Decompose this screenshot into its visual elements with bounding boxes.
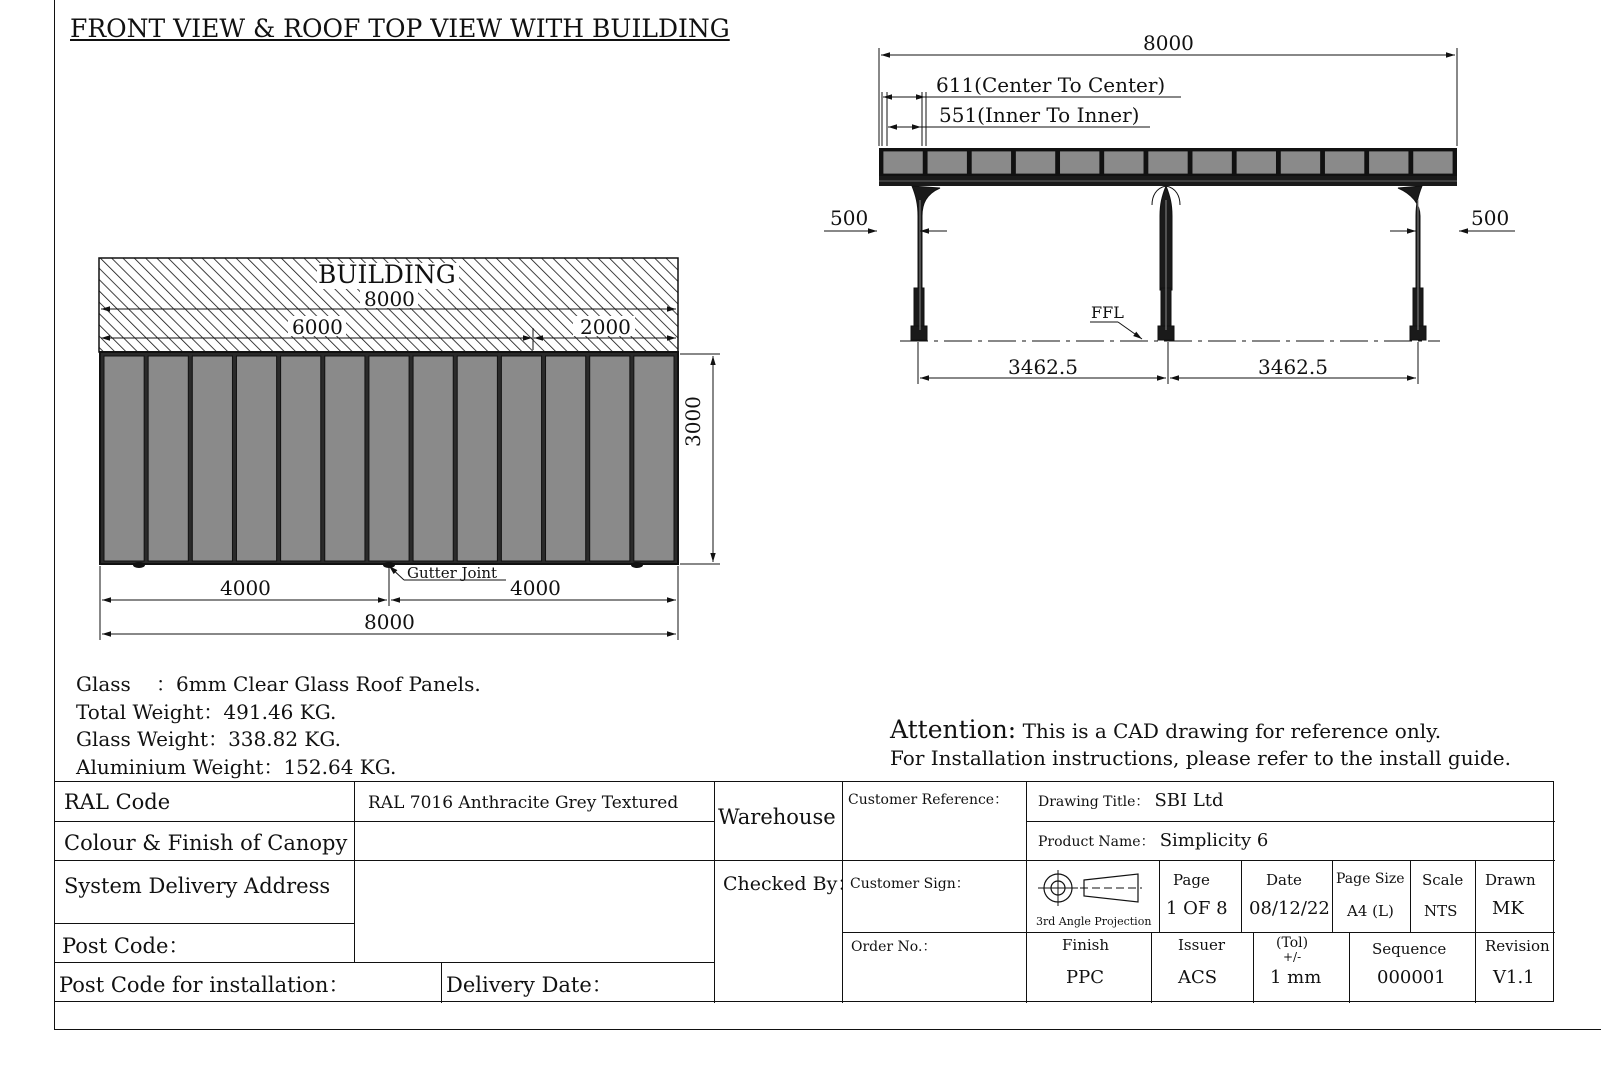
finish-value: PPC: [1066, 967, 1104, 988]
spec-glass-weight: Glass Weight：338.82 KG.: [76, 727, 341, 751]
drawing-title-row: [1038, 790, 1224, 811]
spec-list: [76, 671, 481, 781]
attention-line-1: Attention: This is a CAD drawing for reference only.: [890, 715, 1442, 744]
dim-depth: 3000: [681, 396, 705, 447]
glass-panel: [501, 356, 541, 561]
dim-building-right: 2000: [580, 315, 631, 339]
attention-line-2: For Installation instructions, please refer to the install guide.: [890, 746, 1511, 770]
front-dim-center-to-center: 611(Center To Center): [936, 73, 1166, 97]
glass-panel: [192, 356, 232, 561]
ffl-label: FFL: [1091, 303, 1124, 322]
glass-panel: [369, 356, 409, 561]
product-name-label: Product Name：: [1038, 834, 1155, 850]
front-glass-panel: [1015, 151, 1055, 174]
projection-label: 3rd Angle Projection: [1036, 915, 1152, 928]
glass-panel: [413, 356, 453, 561]
front-view: [800, 0, 1560, 400]
dim-left-half: 4000: [220, 576, 271, 600]
page-label: Page: [1173, 871, 1210, 889]
front-glass-panel: [1325, 151, 1365, 174]
spec-glass: Glass ：6mm Clear Glass Roof Panels.: [76, 672, 481, 696]
revision-value: V1.1: [1493, 967, 1535, 988]
drawing-title-label: Drawing Title：: [1038, 794, 1150, 810]
drawing-title-value: SBI Ltd: [1154, 790, 1224, 811]
building-label: BUILDING: [318, 260, 456, 289]
drawn-label: Drawn: [1485, 871, 1536, 889]
date-value: 08/12/22: [1249, 898, 1330, 919]
gutter-joint-label: Gutter Joint: [407, 564, 498, 582]
glass-panel: [104, 356, 144, 561]
glass-panel: [281, 356, 321, 561]
drawn-value: MK: [1492, 898, 1524, 919]
glass-panel: [325, 356, 365, 561]
order-no-label: Order No.：: [851, 939, 937, 955]
front-glass-panel: [1060, 151, 1100, 174]
front-glass-panel: [883, 151, 923, 174]
page-size-value: A4 (L): [1347, 902, 1394, 920]
ral-code-label: RAL Code: [64, 790, 171, 814]
glass-panel: [634, 356, 674, 561]
revision-label: Revision: [1485, 937, 1550, 955]
post-code-label: Post Code：: [62, 934, 190, 958]
glass-panel: [546, 356, 586, 561]
sequence-value: 000001: [1377, 967, 1446, 988]
product-name-row: [1038, 830, 1268, 851]
front-dim-total: 8000: [1143, 31, 1194, 55]
page-size-label: Page Size: [1336, 871, 1405, 887]
front-dim-left-span: 3462.5: [1008, 355, 1078, 379]
page-value: 1 OF 8: [1166, 898, 1228, 919]
front-dim-left-overhang: 500: [830, 206, 869, 230]
drawing-heading: FRONT VIEW & ROOF TOP VIEW WITH BUILDING: [70, 14, 730, 43]
front-dim-inner-to-inner: 551(Inner To Inner): [939, 103, 1140, 127]
ral-code-value: RAL 7016 Anthracite Grey Textured: [368, 793, 679, 813]
product-name-value: Simplicity 6: [1159, 830, 1269, 851]
scale-label: Scale: [1422, 871, 1464, 889]
roof-top-view: [0, 0, 800, 660]
front-glass-panel: [1280, 151, 1320, 174]
date-label: Date: [1266, 871, 1302, 889]
spec-total-weight: Total Weight：491.46 KG.: [76, 699, 337, 724]
third-angle-projection-icon: [1030, 866, 1150, 916]
front-glass-panel: [1413, 151, 1453, 174]
attention-label: Attention:: [890, 715, 1017, 744]
warehouse-label: Warehouse: [718, 805, 836, 829]
dim-building-left: 6000: [292, 315, 343, 339]
spec-aluminium-weight: Aluminium Weight：152.64 KG.: [76, 754, 397, 779]
dim-top-total: 8000: [364, 610, 415, 634]
issuer-label: Issuer: [1178, 936, 1226, 954]
customer-reference-label: Customer Reference：: [848, 792, 1009, 808]
glass-panel: [236, 356, 276, 561]
dim-right-half: 4000: [510, 576, 561, 600]
front-glass-panel: [1104, 151, 1144, 174]
glass-panel: [457, 356, 497, 561]
front-dim-right-overhang: 500: [1471, 206, 1510, 230]
scale-value: NTS: [1424, 902, 1458, 920]
front-glass-panel: [927, 151, 967, 174]
front-dim-right-span: 3462.5: [1258, 355, 1328, 379]
tol-label: (Tol): [1276, 935, 1309, 951]
checked-by-label: Checked By：: [723, 873, 857, 895]
glass-panel: [148, 356, 188, 561]
tol-sub: +/-: [1283, 950, 1302, 964]
post-code-install-label: Post Code for installation：: [59, 973, 350, 997]
issuer-value: ACS: [1178, 967, 1218, 988]
tol-value: 1 mm: [1270, 967, 1322, 988]
finish-label: Finish: [1062, 936, 1110, 954]
front-glass-panel: [1192, 151, 1232, 174]
front-glass-panel: [1236, 151, 1276, 174]
colour-finish-label: Colour & Finish of Canopy: [64, 831, 348, 855]
front-glass-panel: [1369, 151, 1409, 174]
customer-sign-label: Customer Sign：: [850, 876, 970, 892]
dim-building-total: 8000: [364, 287, 415, 311]
delivery-address-label: System Delivery Address: [64, 874, 331, 898]
sequence-label: Sequence: [1372, 940, 1447, 958]
front-glass-panel: [1148, 151, 1188, 174]
front-glass-panel: [971, 151, 1011, 174]
delivery-date-label: Delivery Date：: [446, 973, 613, 997]
glass-panel: [590, 356, 630, 561]
